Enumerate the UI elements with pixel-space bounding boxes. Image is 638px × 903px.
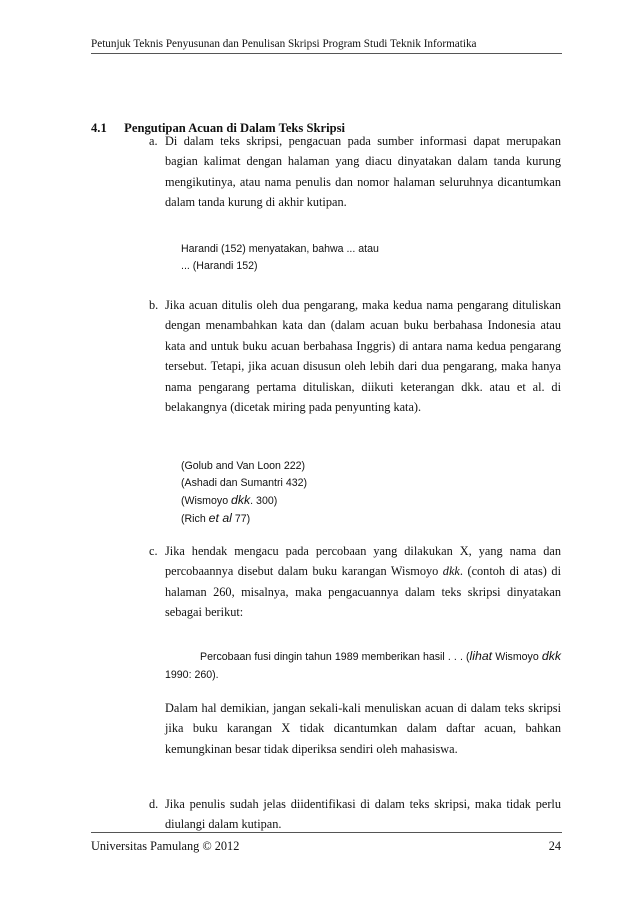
list-item-c bbox=[149, 541, 561, 623]
example-line: Harandi (152) menyatakan, bahwa ... atau bbox=[181, 243, 379, 255]
page-number: 24 bbox=[548, 839, 561, 853]
list-label-a: a. bbox=[149, 134, 158, 148]
example-block-b bbox=[181, 458, 307, 528]
list-text-a: Di dalam teks skripsi, pengacuan pada sumber informasi dapat merupakan bagian kalimat dengan halaman yang diacu dinyatakan dalam tanda kurung mengikutinya, atau nama penulis dan nomor halaman seluruhnya dicantumkan dalam tanda kurung di akhir kutipan. bbox=[165, 134, 561, 210]
list-item-a bbox=[149, 131, 561, 213]
example-line: (Golub and Van Loon 222) bbox=[181, 460, 306, 472]
footer-institution: Universitas Pamulang © 2012 bbox=[91, 839, 240, 853]
example-line: ... (Harandi 152) bbox=[181, 260, 258, 272]
example-line: (Wismoyo dkk. 300) bbox=[181, 493, 278, 507]
list-text-c: Jika hendak mengacu pada percobaan yang dilakukan X, yang nama dan percobaannya disebut dalam buku karangan Wismoyo dkk. (contoh di atas) di halaman 260, misalnya, maka pengacuannya dalam teks skripsi dinyatakan sebagai berikut: bbox=[165, 544, 561, 620]
list-item-b bbox=[149, 295, 561, 417]
list-label-d: d. bbox=[149, 797, 159, 811]
example-block-a bbox=[181, 241, 379, 275]
paragraph-followup: Dalam hal demikian, jangan sekali-kali menuliskan acuan di dalam teks skripsi jika buku karangan X tidak dicantumkan dalam daftar acuan, bahkan kemungkinan besar tidak diperiksa sendiri oleh mahasiswa. bbox=[165, 701, 561, 756]
list-label-c: c. bbox=[149, 544, 158, 558]
list-text-b: Jika acuan ditulis oleh dua pengarang, maka kedua nama pengarang dituliskan dengan menambahkan kata dan (dalam acuan buku berbahasa Indonesia atau kata and untuk buku acuan berbahasa Inggris) di antara nama kedua pengarang tersebut. Tetapi, jika acuan disusun oleh lebih dari dua pengarang, maka hanya nama pengarang pertama dituliskan, diikuti keterangan dkk. atau et al. di belakangnya (dicetak miring pada penyunting kata). bbox=[165, 298, 561, 415]
header-divider bbox=[91, 53, 562, 54]
running-header: Petunjuk Teknis Penyusunan dan Penulisan Skripsi Program Studi Teknik Informatika bbox=[91, 38, 477, 50]
example-block-c bbox=[165, 647, 561, 684]
footer-divider bbox=[91, 832, 562, 833]
list-text-d: Jika penulis sudah jelas diidentifikasi di dalam teks skripsi, maka tidak perlu diulangi dalam kutipan. bbox=[165, 797, 561, 832]
list-item-d bbox=[149, 794, 561, 835]
list-label-b: b. bbox=[149, 298, 159, 312]
example-line: (Rich et al 77) bbox=[181, 511, 251, 525]
example-line: 1990: 260). bbox=[165, 669, 219, 681]
example-line: Percobaan fusi dingin tahun 1989 memberikan hasil . . . (lihat Wismoyo dkk bbox=[200, 649, 561, 663]
section-title: Pengutipan Acuan di Dalam Teks Skripsi bbox=[124, 121, 345, 135]
section-number: 4.1 bbox=[91, 121, 107, 135]
example-line: (Ashadi dan Sumantri 432) bbox=[181, 477, 308, 489]
